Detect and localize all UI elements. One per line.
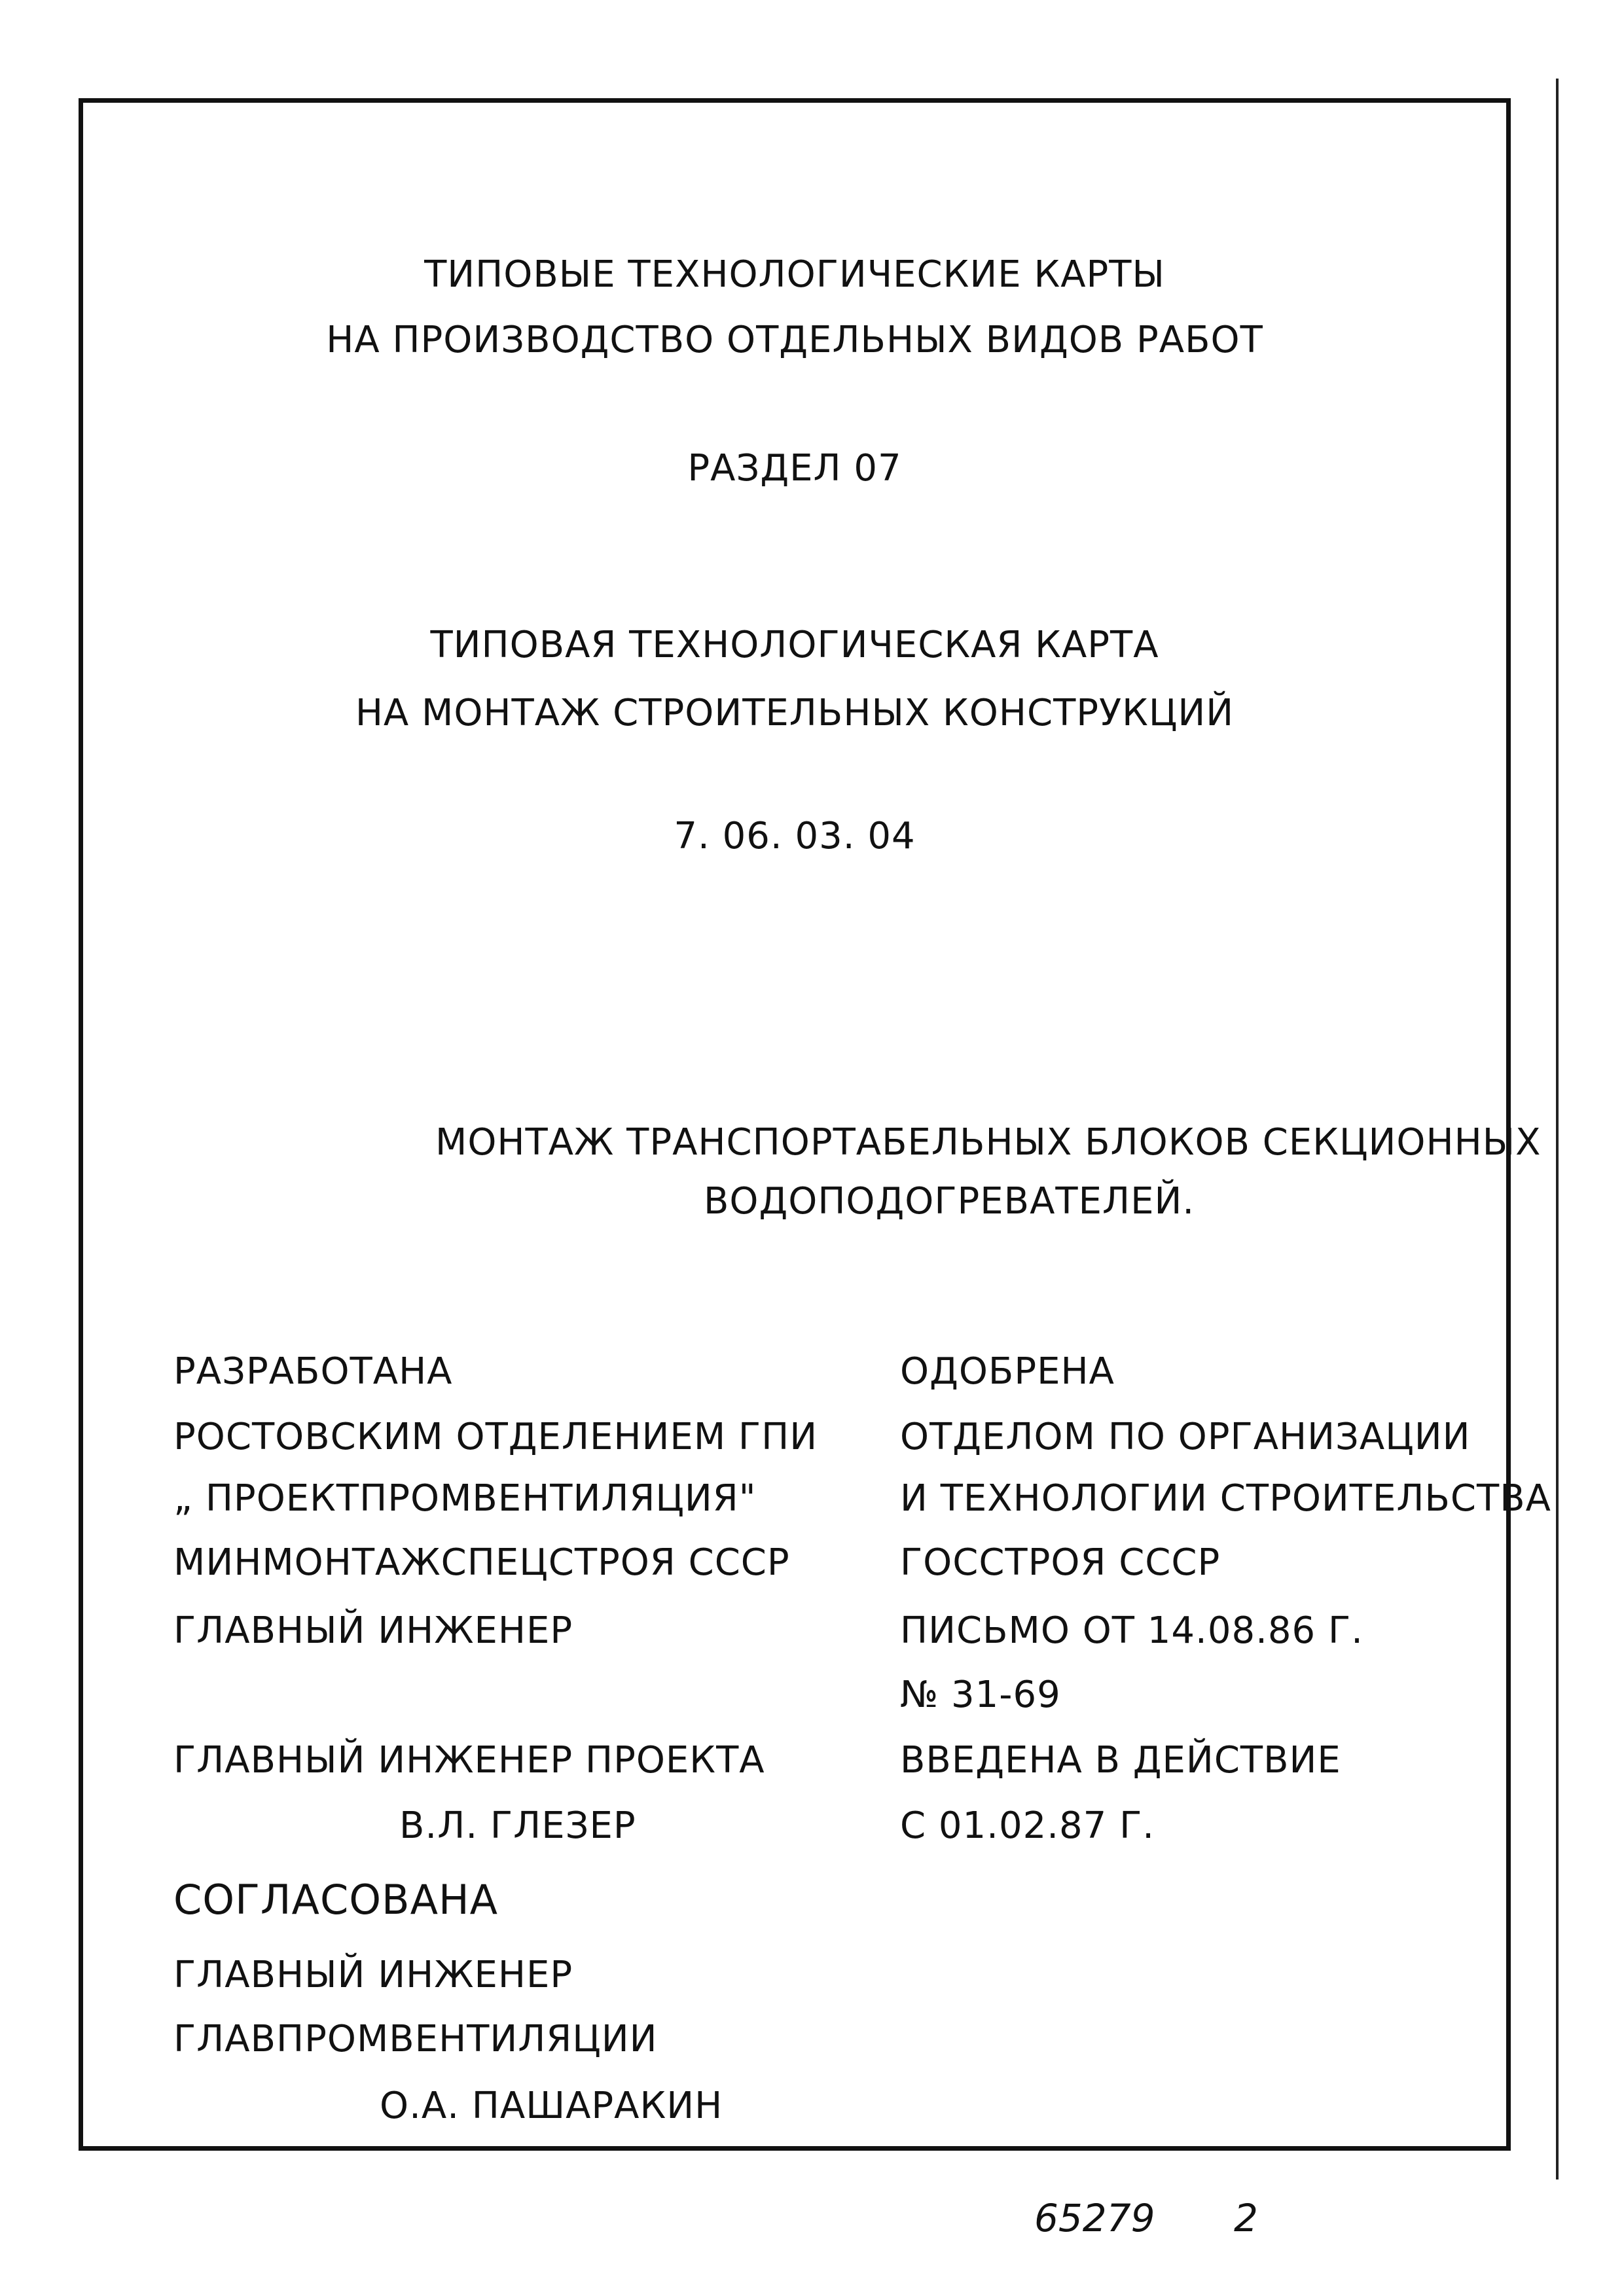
developed-heading: РАЗРАБОТАНА (173, 1350, 453, 1393)
developed-chief-engineer: ГЛАВНЫЙ ИНЖЕНЕР (173, 1609, 573, 1652)
header-line-1: ТИПОВЫЕ ТЕХНОЛОГИЧЕСКИЕ КАРТЫ (424, 253, 1165, 296)
subject-line-1: МОНТАЖ ТРАНСПОРТАБЕЛЬНЫХ БЛОКОВ СЕКЦИОННЫХ (435, 1121, 1542, 1164)
developed-org-2: „ ПРОЕКТПРОМВЕНТИЛЯЦИЯ" (173, 1477, 757, 1520)
approved-effective: ВВЕДЕНА В ДЕЙСТВИЕ (900, 1739, 1341, 1782)
subject-line-2: ВОДОПОДОГРЕВАТЕЛЕЙ. (704, 1180, 1195, 1223)
approved-line-1: ОТДЕЛОМ ПО ОРГАНИЗАЦИИ (900, 1416, 1471, 1458)
developed-project-chief: ГЛАВНЫЙ ИНЖЕНЕР ПРОЕКТА (173, 1739, 765, 1782)
page-edge-line (1556, 79, 1559, 2179)
approved-line-3: ГОССТРОЯ СССР (900, 1541, 1221, 1584)
approved-heading: ОДОБРЕНА (900, 1350, 1115, 1393)
agreed-name: О.А. ПАШАРАКИН (380, 2085, 723, 2127)
agreed-line-1: ГЛАВНЫЙ ИНЖЕНЕР (173, 1954, 573, 1996)
header-line-2: НА ПРОИЗВОДСТВО ОТДЕЛЬНЫХ ВИДОВ РАБОТ (326, 319, 1263, 361)
footer-page-number: 2 (1234, 2196, 1258, 2240)
approved-effective-date: С 01.02.87 Г. (900, 1804, 1155, 1847)
approved-line-2: И ТЕХНОЛОГИИ СТРОИТЕЛЬСТВА (900, 1477, 1551, 1520)
developed-project-chief-name: В.Л. ГЛЕЗЕР (399, 1804, 636, 1847)
card-title-line-2: НА МОНТАЖ СТРОИТЕЛЬНЫХ КОНСТРУКЦИЙ (355, 692, 1235, 734)
approved-number: № 31-69 (900, 1674, 1061, 1716)
section-title: РАЗДЕЛ 07 (687, 447, 902, 490)
developed-org-1: РОСТОВСКИМ ОТДЕЛЕНИЕМ ГПИ (173, 1416, 818, 1458)
approved-letter: ПИСЬМО ОТ 14.08.86 Г. (900, 1609, 1363, 1652)
footer-doc-number: 65279 (1034, 2196, 1155, 2240)
card-title-line-1: ТИПОВАЯ ТЕХНОЛОГИЧЕСКАЯ КАРТА (430, 624, 1159, 666)
agreed-line-2: ГЛАВПРОМВЕНТИЛЯЦИИ (173, 2018, 658, 2060)
agreed-heading: СОГЛАСОВАНА (173, 1876, 499, 1924)
card-code: 7. 06. 03. 04 (674, 815, 916, 857)
developed-org-3: МИНМОНТАЖСПЕЦСТРОЯ СССР (173, 1541, 790, 1584)
